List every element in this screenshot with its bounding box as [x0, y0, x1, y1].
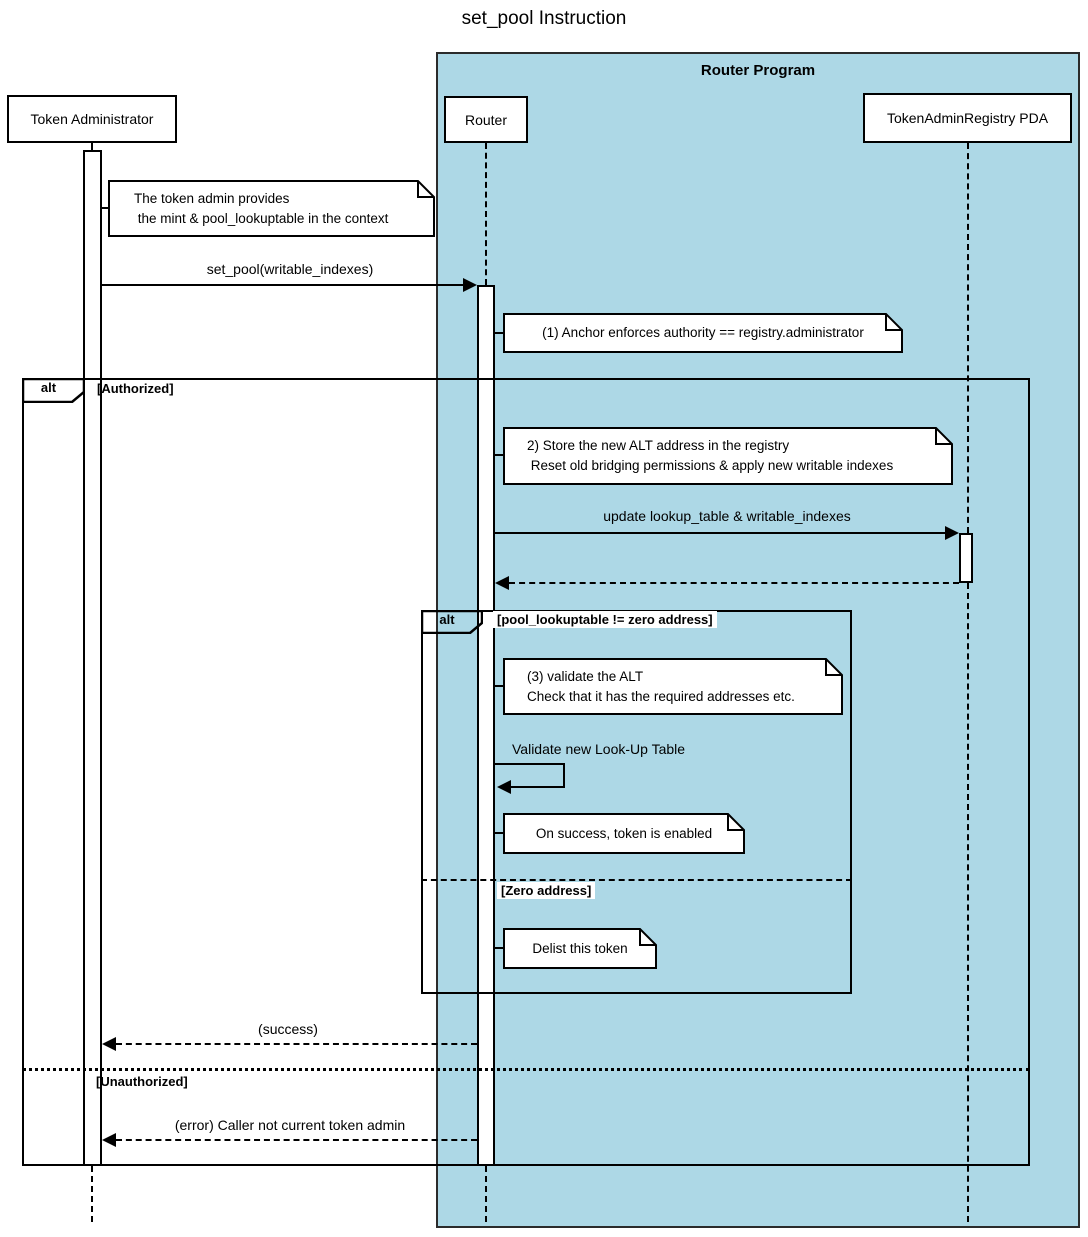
note-store-line2: Reset old bridging permissions & apply new writable indexes: [527, 458, 894, 473]
message-update-arrowhead-icon: [945, 526, 959, 540]
message-set-pool-line: [102, 284, 464, 286]
lifeline-registry-pda-tail: [967, 583, 969, 1222]
message-error-arrowhead-icon: [102, 1133, 116, 1147]
lifeline-router-tail: [485, 1166, 487, 1222]
message-validate-self-top-line: [495, 763, 565, 765]
message-success-label: (success): [258, 1021, 318, 1037]
router-program-frame-label: Router Program: [700, 62, 816, 79]
note-delist-connector: [495, 947, 503, 949]
message-validate-self-bottom-line: [511, 786, 565, 788]
note-anchor-connector: [495, 332, 503, 334]
participant-router-label: Router: [464, 111, 508, 128]
message-success-line: [116, 1043, 477, 1045]
alt-outer-guard-unauthorized: [Unauthorized]: [96, 1074, 188, 1089]
message-validate-self-label: Validate new Look-Up Table: [512, 741, 686, 757]
alt-fragment-outer-operator: alt: [40, 380, 57, 395]
activation-token-admin: [83, 150, 102, 1166]
note-validate-connector: [495, 685, 503, 687]
participant-token-administrator: [7, 95, 177, 143]
message-error-line: [116, 1139, 477, 1141]
message-update-label: update lookup_table & writable_indexes: [603, 508, 851, 524]
participant-router: [444, 96, 528, 143]
alt-inner-guard-not-zero: [pool_lookuptable != zero address]: [493, 611, 717, 628]
return-update-arrowhead-icon: [495, 576, 509, 590]
note-store-line1: 2) Store the new ALT address in the registry: [527, 438, 790, 453]
note-validate-line1: (3) validate the ALT: [527, 668, 644, 684]
message-set-pool-arrowhead-icon: [463, 278, 477, 292]
alt-inner-guard-zero: [Zero address]: [497, 882, 595, 899]
message-validate-self-right-line: [563, 763, 565, 788]
message-set-pool-label: set_pool(writable_indexes): [206, 261, 374, 277]
message-success-arrowhead-icon: [102, 1037, 116, 1051]
activation-registry-pda: [959, 533, 973, 583]
note-store: [503, 427, 953, 485]
note-success-line1: On success, token is enabled: [535, 825, 713, 841]
alt-inner-divider: [421, 879, 852, 881]
note-anchor: [503, 313, 903, 353]
alt-fragment-outer-pentagon: [22, 378, 85, 403]
alt-outer-divider: [22, 1068, 1030, 1071]
activation-router: [477, 285, 495, 1166]
participant-token-administrator-label: Token Administrator: [30, 111, 154, 127]
participant-registry-pda: [863, 93, 1072, 143]
note-success-connector: [495, 832, 503, 834]
diagram-title: set_pool Instruction: [461, 8, 627, 29]
note-validate: [503, 658, 843, 715]
note-context-line1: The token admin provides: [134, 190, 290, 206]
message-validate-self-arrowhead-icon: [497, 780, 511, 794]
note-success: [503, 813, 745, 854]
note-store-connector: [495, 454, 503, 456]
note-delist: [503, 928, 657, 969]
note-validate-line2: Check that it has the required addresses etc.: [527, 688, 795, 704]
lifeline-registry-pda-head: [967, 143, 969, 533]
participant-registry-pda-label: TokenAdminRegistry PDA: [886, 110, 1049, 126]
lifeline-router-head: [485, 143, 487, 285]
message-error-label: (error) Caller not current token admin: [174, 1117, 406, 1133]
note-delist-line1: Delist this token: [532, 940, 628, 956]
message-update-line: [495, 532, 945, 534]
alt-fragment-inner-pentagon: [421, 610, 483, 634]
note-context-connector: [100, 207, 108, 209]
alt-fragment-inner-operator: alt: [439, 612, 455, 627]
note-anchor-line1: (1) Anchor enforces authority == registry.administrator: [542, 325, 864, 340]
note-context: [108, 180, 435, 237]
lifeline-token-admin-tail: [91, 1166, 93, 1222]
return-update-line: [509, 582, 959, 584]
alt-outer-guard-authorized: [Authorized]: [97, 381, 174, 396]
router-program-frame: [436, 52, 1080, 1228]
note-context-line2: the mint & pool_lookuptable in the context: [134, 210, 389, 226]
